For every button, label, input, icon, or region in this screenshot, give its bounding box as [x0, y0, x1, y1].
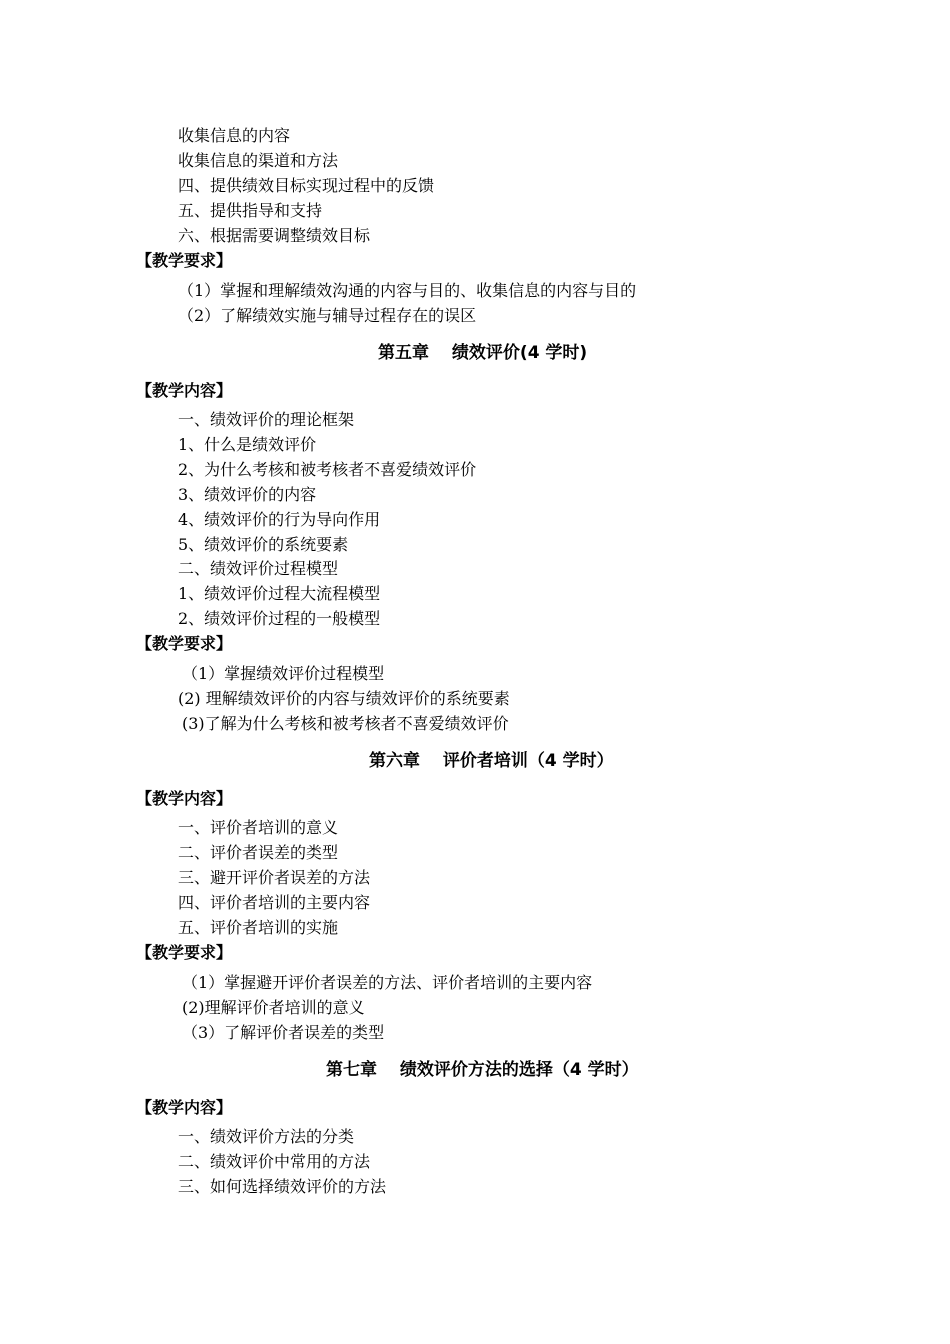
requirement-item: （1）掌握和理解绩效沟通的内容与目的、收集信息的内容与目的	[178, 281, 637, 300]
requirement-item: (2)理解评价者培训的意义	[182, 998, 365, 1017]
list-item: 2、为什么考核和被考核者不喜爱绩效评价	[178, 460, 477, 479]
list-item: 五、提供指导和支持	[178, 201, 323, 220]
teaching-content-heading: 【教学内容】	[136, 1098, 233, 1117]
list-item: 二、绩效评价中常用的方法	[178, 1152, 371, 1171]
teaching-content-heading: 【教学内容】	[136, 381, 233, 400]
requirement-item: （2）了解绩效实施与辅导过程存在的误区	[178, 306, 477, 325]
list-item: 4、绩效评价的行为导向作用	[178, 510, 381, 529]
list-item: 四、提供绩效目标实现过程中的反馈	[178, 176, 435, 195]
list-item: 1、绩效评价过程大流程模型	[178, 584, 381, 603]
list-item: 2、绩效评价过程的一般模型	[178, 609, 381, 628]
list-item: 一、绩效评价的理论框架	[178, 410, 355, 429]
list-item: 收集信息的内容	[178, 126, 291, 145]
requirement-item: (2) 理解绩效评价的内容与绩效评价的系统要素	[178, 689, 510, 708]
list-item: 二、绩效评价过程模型	[178, 559, 339, 578]
teaching-requirements-heading: 【教学要求】	[136, 251, 233, 270]
teaching-content-heading: 【教学内容】	[136, 789, 233, 808]
list-item: 一、评价者培训的意义	[178, 818, 339, 837]
list-item: 三、如何选择绩效评价的方法	[178, 1177, 387, 1196]
list-item: 六、根据需要调整绩效目标	[178, 226, 371, 245]
teaching-requirements-heading: 【教学要求】	[136, 634, 233, 653]
requirement-item: （1）掌握绩效评价过程模型	[182, 664, 385, 683]
list-item: 一、绩效评价方法的分类	[178, 1127, 355, 1146]
requirement-item: （3）了解评价者误差的类型	[182, 1023, 385, 1042]
list-item: 五、评价者培训的实施	[178, 918, 339, 937]
requirement-item: （1）掌握避开评价者误差的方法、评价者培训的主要内容	[182, 973, 593, 992]
list-item: 3、绩效评价的内容	[178, 485, 317, 504]
list-item: 5、绩效评价的系统要素	[178, 535, 349, 554]
list-item: 二、评价者误差的类型	[178, 843, 339, 862]
list-item: 收集信息的渠道和方法	[178, 151, 339, 170]
teaching-requirements-heading: 【教学要求】	[136, 943, 233, 962]
chapter-6-title: 第六章 评价者培训（4 学时）	[369, 751, 614, 771]
chapter-7-title: 第七章 绩效评价方法的选择（4 学时）	[326, 1060, 639, 1080]
list-item: 1、什么是绩效评价	[178, 435, 317, 454]
requirement-item: (3)了解为什么考核和被考核者不喜爱绩效评价	[182, 714, 509, 733]
chapter-5-title: 第五章 绩效评价(4 学时)	[378, 343, 588, 363]
list-item: 四、评价者培训的主要内容	[178, 893, 371, 912]
list-item: 三、避开评价者误差的方法	[178, 868, 371, 887]
